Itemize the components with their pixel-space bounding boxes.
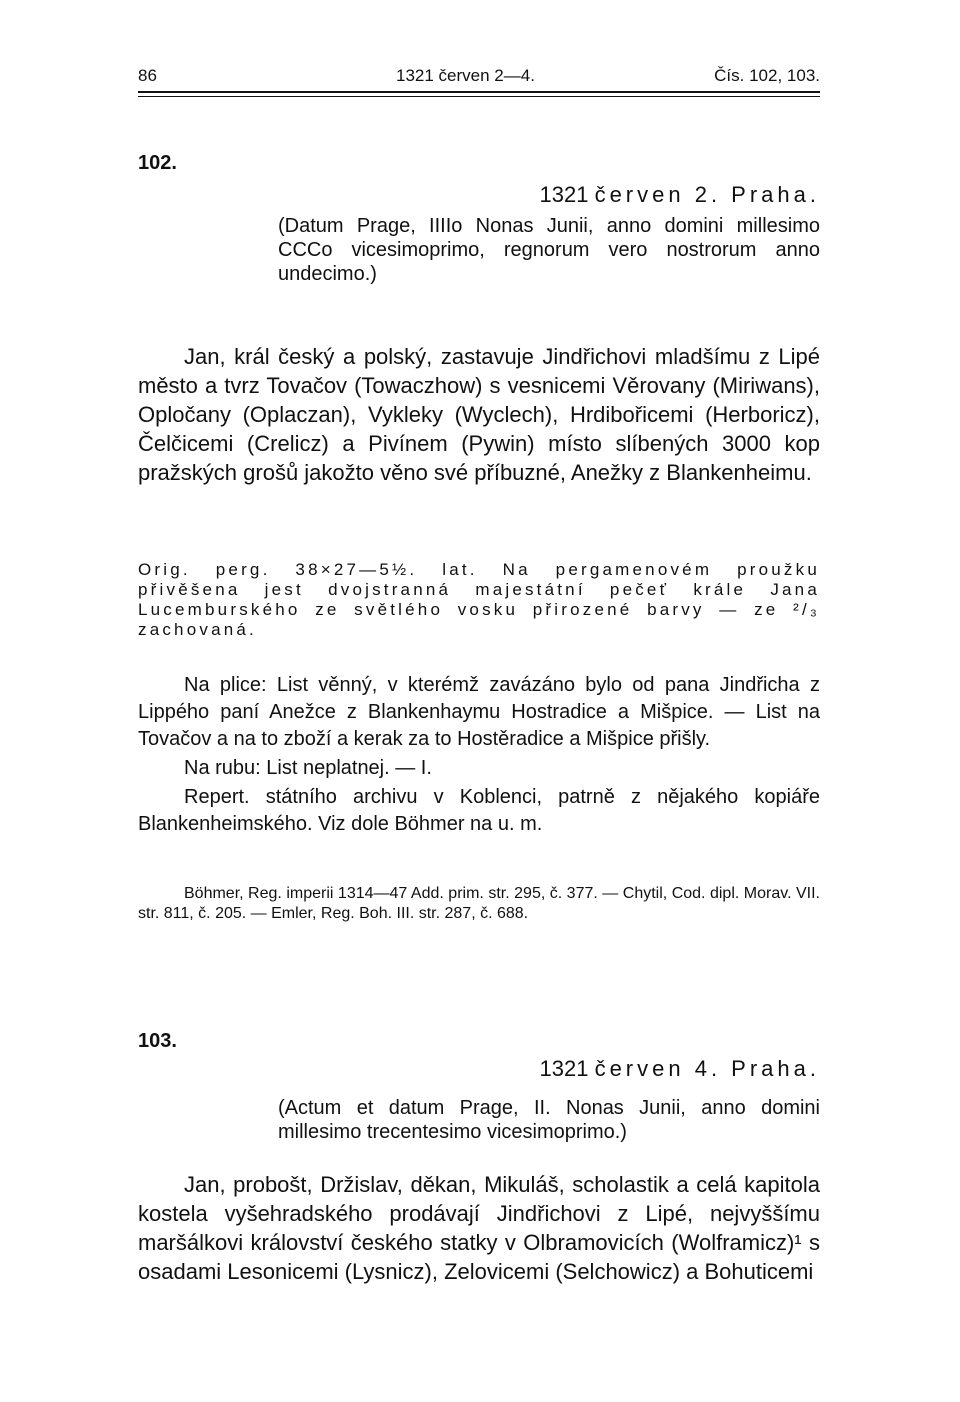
doc-102-references-text: Böhmer, Reg. imperii 1314—47 Add. prim. str. 295, č. 377. — Chytil, Cod. dipl. Morav. VII. str. 811, č. 205. — Emler, Reg. Boh. III. str. 287, č. 688. [138, 885, 820, 922]
doc-103-regest-text: Jan, probošt, Držislav, děkan, Mikuláš, scholastik a celá kapitola kostela vyšehradského prodávají Jindřichovi z Lipé, nejvyššímu maršálkovi království českého statky v Olbramovicích (Wolframicz)¹ s osadami Lesonicemi (Lysnicz), Zelovicemi (Selchowicz) a Bohuticemi [138, 1172, 820, 1284]
header-rule-top [138, 91, 820, 93]
doc-102-latin-dating: (Datum Prage, IIIIo Nonas Junii, anno domini millesimo CCCo vicesimoprimo, regnorum vero nostrorum anno undecimo.) [278, 215, 820, 285]
doc-103-number: 103. [138, 1030, 177, 1052]
doc-102-original-description: Orig. perg. 38×27—5½. lat. Na pergamenovém proužku přivěšena jest dvojstranná majestátní pečeť krále Jana Lucemburského ze světlého vosku přirozené barvy — ze ²/₃ zachovaná. [138, 560, 820, 639]
header-date-range: 1321 červen 2—4. [396, 66, 535, 85]
page-number: 86 [138, 66, 157, 85]
header-doc-numbers: Čís. 102, 103. [714, 66, 820, 85]
doc-102-repert: Repert. státního archivu v Koblenci, patrně z nějakého kopiáře Blankenheimského. Viz dole Böhmer na u. m. [138, 786, 820, 835]
doc-103-latin-dating: (Actum et datum Prage, II. Nonas Junii, anno domini millesimo trecentesimo vicesimoprimo.) [278, 1097, 820, 1143]
doc-102-na-rubu: Na rubu: List neplatnej. — I. [184, 757, 432, 779]
doc-102-number: 102. [138, 152, 177, 174]
doc-102-regest [138, 342, 820, 487]
doc-102-notes [138, 672, 820, 840]
doc-102-regest-text: Jan, král český a polský, zastavuje Jindřichovi mladšímu z Lipé město a tvrz Tovačov (Towaczhow) s vesnicemi Věrovany (Miriwans), Opločany (Oplaczan), Vykleky (Wyclech), Hrdibořicemi (Herboricz), Čelčicemi (Crelicz) a Pivínem (Pywin) místo slíbených 3000 kop pražských grošů jakožto věno své příbuzné, Anežky z Blankenheimu. [138, 344, 820, 485]
doc-102-na-plice: Na plice: List věnný, v kterémž zavázáno bylo od pana Jindřicha z Lippého paní Anežce z Blankenhaymu Hostradice a Mišpice. — List na Tovačov a na to zboží a kerak za to Hostěradice a Mišpice přišly. [138, 674, 820, 750]
doc-103-regest [138, 1170, 820, 1286]
header-rule-bottom [138, 96, 820, 97]
doc-103-date-place: 1321 červen 4. Praha. [539, 1056, 820, 1081]
running-header [138, 66, 820, 88]
doc-102-date-place: 1321 červen 2. Praha. [539, 182, 820, 207]
doc-102-references [138, 884, 820, 924]
